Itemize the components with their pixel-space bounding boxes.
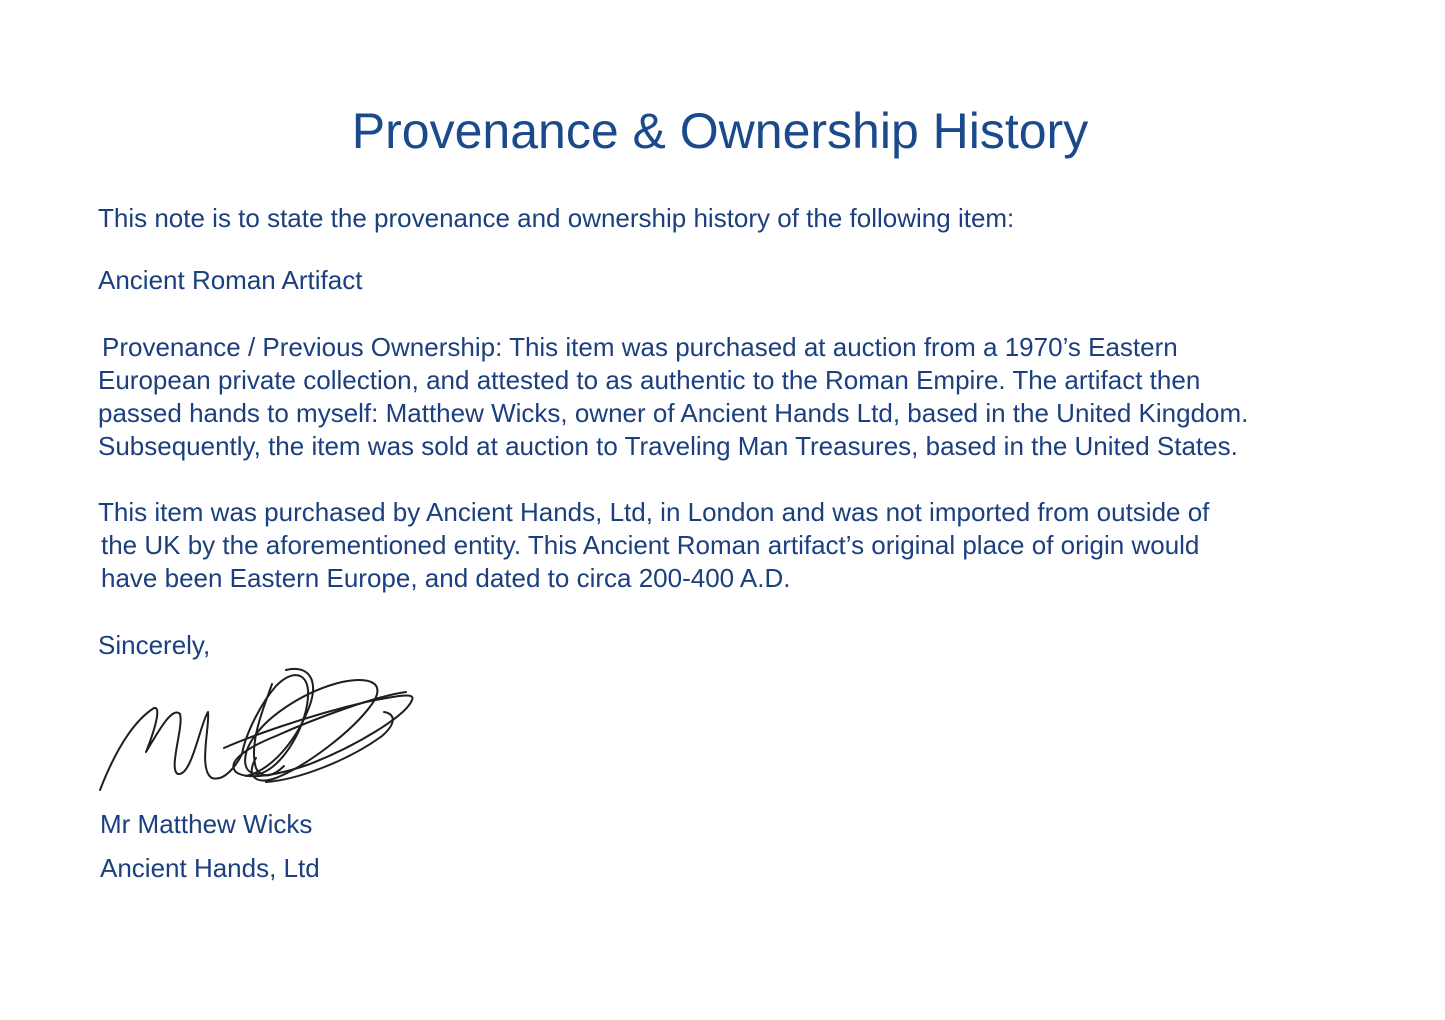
- handwritten-signature: [96, 662, 422, 794]
- provenance-paragraph: [98, 331, 1338, 463]
- paragraph-line: the UK by the aforementioned entity. This Ancient Roman artifact’s original place of origin would: [101, 530, 1200, 560]
- paragraph-line: Provenance / Previous Ownership: This item was purchased at auction from a 1970’s Eastern: [102, 332, 1178, 362]
- paragraph-line: have been Eastern Europe, and dated to circa 200-400 A.D.: [101, 563, 791, 593]
- paragraph-line: This item was purchased by Ancient Hands, Ltd, in London and was not imported from outside of: [98, 497, 1210, 527]
- signer-company: Ancient Hands, Ltd: [100, 853, 320, 883]
- item-name: Ancient Roman Artifact: [98, 265, 363, 295]
- closing-text: Sincerely,: [98, 630, 211, 660]
- page-title: Provenance & Ownership History: [351, 103, 1089, 159]
- intro-text: This note is to state the provenance and ownership history of the following item:: [98, 203, 1015, 233]
- import-paragraph: [98, 496, 1338, 595]
- paragraph-line: Subsequently, the item was sold at auction to Traveling Man Treasures, based in the United States.: [98, 431, 1238, 461]
- signer-name: Mr Matthew Wicks: [100, 809, 313, 839]
- paragraph-line: European private collection, and attested to as authentic to the Roman Empire. The artifact then: [98, 365, 1201, 395]
- paragraph-line: passed hands to myself: Matthew Wicks, owner of Ancient Hands Ltd, based in the United Kingdom.: [98, 398, 1249, 428]
